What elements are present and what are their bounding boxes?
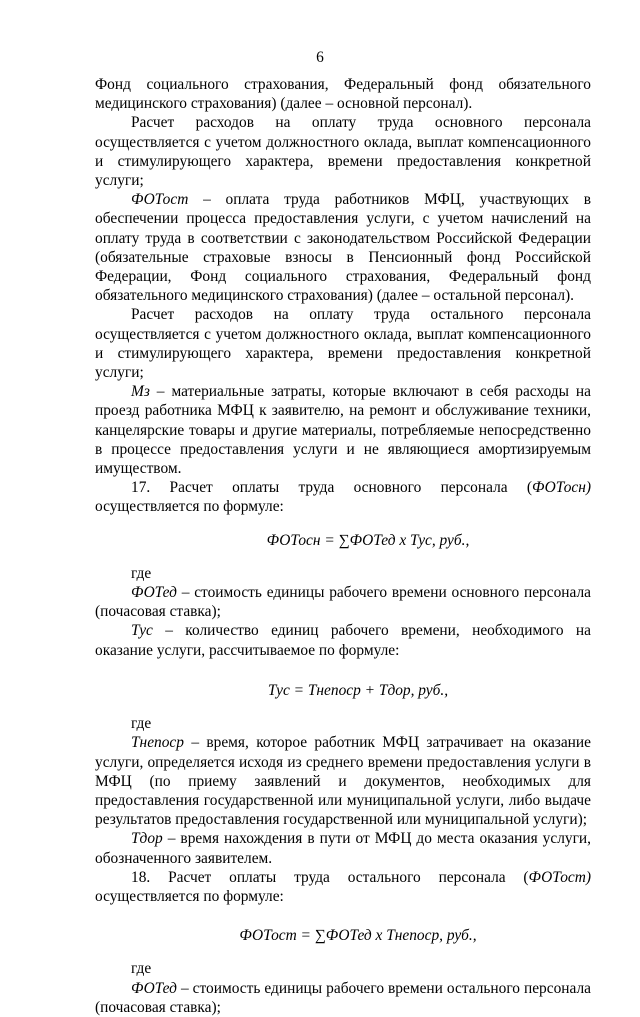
definition-paragraph xyxy=(95,829,591,867)
definition-text: – материальные затраты, которые включают в себя расходы на проезд работника МФЦ к заявителю, на ремонт и обслуживание техники, канцелярские товары и другие материалы, потребляемые непосредственно в процессе предоставления услуги и не являющиеся амортизируемым имуществом. xyxy=(95,383,591,478)
where-label: где xyxy=(131,715,152,733)
paragraph-text: Фонд социального страхования, Федеральный фонд обязательного медицинского страхования) (далее – основной персонал). xyxy=(95,76,591,113)
paragraph-text: Расчет расходов на оплату труда основного персонала осуществляется с учетом должностного оклада, выплат компенсационного и стимулирующего характера, времени предоставления конкретной услуги; xyxy=(95,114,591,190)
paragraph xyxy=(95,305,591,382)
term: ФОТост) xyxy=(528,868,591,886)
page-number: 6 xyxy=(316,49,324,66)
term: ФОТед xyxy=(131,979,177,997)
paragraph-text: Расчет расходов на оплату труда остального персонала осуществляется с учетом должностного оклада, выплат компенсационного и стимулирующего характера, времени предоставления конкретной услуги; xyxy=(95,306,591,382)
clause-text: осуществляется по формуле: xyxy=(95,498,284,516)
definition-text: – стоимость единицы рабочего времени остального персонала (почасовая ставка); xyxy=(95,979,591,1016)
where-label: где xyxy=(131,960,152,978)
definition-text: – оплата труда работников МФЦ, участвующих в обеспечении процесса предоставления услуги, с учетом начислений на оплату труда в соответствии с законодательством Российской Федерации (обязательные страховые взносы в Пенсионный фонд Российской Федерации, Фонд социального страхования, Федеральный фонд обязательного медицинского страхования) (далее – остальной персонал). xyxy=(95,191,591,305)
formula: Тус = Тнепоср + Тдор, руб., xyxy=(267,681,449,699)
paragraph xyxy=(95,75,591,113)
term: Тдор xyxy=(131,830,163,848)
term: ФОТост xyxy=(131,191,189,209)
clause-paragraph xyxy=(95,478,591,516)
clause-paragraph xyxy=(95,868,591,906)
clause-prefix: 18. Расчет оплаты труда остального персонала ( xyxy=(131,868,529,886)
clause-text: осуществляется по формуле: xyxy=(95,887,284,905)
body-text xyxy=(95,75,591,1017)
definition-paragraph xyxy=(95,733,591,829)
where-label: где xyxy=(131,564,152,582)
definition-text: – количество единиц рабочего времени, необходимого на оказание услуги, рассчитываемое по формуле: xyxy=(95,622,591,659)
formula: ФОТосн = ∑ФОТед х Тус, руб., xyxy=(266,531,470,549)
definition-paragraph xyxy=(95,583,591,621)
formula: ФОТост = ∑ФОТед х Тнепоср, руб., xyxy=(239,927,477,945)
term: Тнепоср xyxy=(131,734,184,752)
paragraph xyxy=(95,113,591,190)
definition-text: – время нахождения в пути от МФЦ до места оказания услуги, обозначенного заявителем. xyxy=(95,830,591,867)
definition-text: – стоимость единицы рабочего времени основного персонала (почасовая ставка); xyxy=(95,584,591,621)
definition-paragraph xyxy=(95,382,591,478)
definition-text: – время, которое работник МФЦ затрачивает на оказание услуги, определяется исходя из среднего времени предоставления услуги в МФЦ (по приему заявлений и документов, необходимых для предоставления государственной или муниципальной услуги, либо выдаче результатов предоставления государственной или муниципальной услуги); xyxy=(95,734,591,829)
term: Тус xyxy=(131,622,153,640)
definition-paragraph xyxy=(95,621,591,659)
clause-prefix: 17. Расчет оплаты труда основного персонала ( xyxy=(131,479,533,497)
definition-paragraph xyxy=(95,190,591,305)
term: ФОТосн) xyxy=(532,479,591,497)
term: ФОТед xyxy=(131,584,177,602)
definition-paragraph xyxy=(95,979,591,1017)
term: Мз xyxy=(131,383,150,401)
